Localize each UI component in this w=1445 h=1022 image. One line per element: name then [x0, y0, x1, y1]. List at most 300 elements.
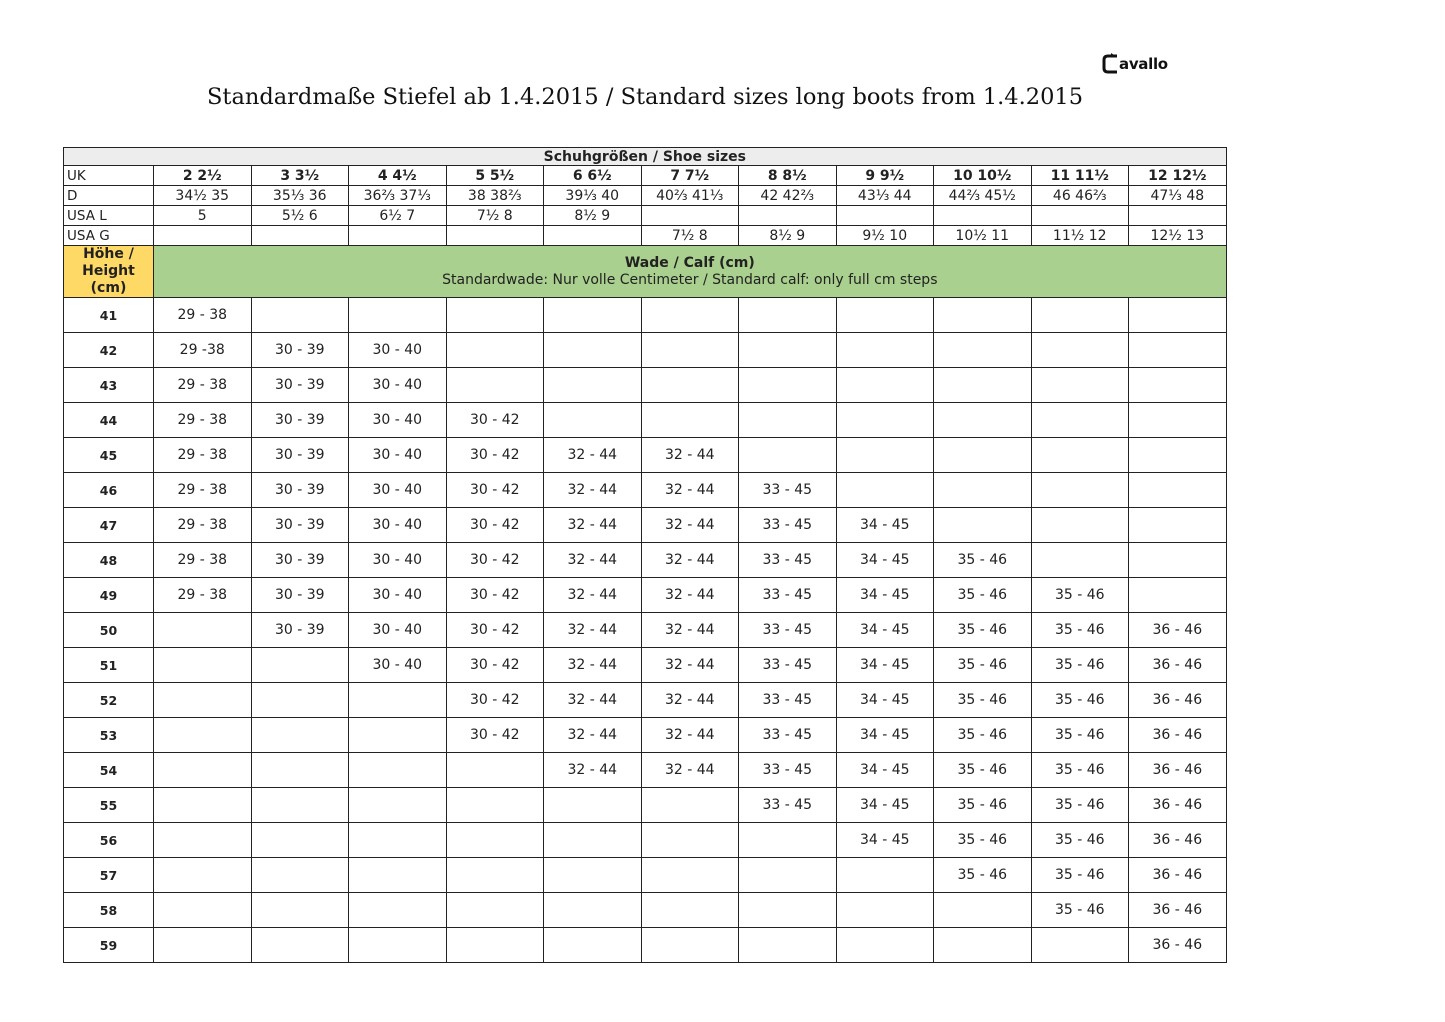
- calf-range-cell: 35 - 46: [934, 578, 1032, 613]
- calf-range-cell: [251, 718, 349, 753]
- calf-range-cell: [836, 858, 934, 893]
- calf-range-cell: 34 - 45: [836, 823, 934, 858]
- calf-range-cell: [544, 368, 642, 403]
- size-cell: 8½ 9: [544, 206, 642, 226]
- size-cell: 5½ 6: [251, 206, 349, 226]
- table-row: [64, 333, 1227, 368]
- table-row: [64, 788, 1227, 823]
- calf-range-cell: [154, 648, 252, 683]
- table-row: [64, 298, 1227, 333]
- calf-range-cell: 35 - 46: [934, 823, 1032, 858]
- calf-range-cell: 33 - 45: [739, 508, 837, 543]
- height-cell: 45: [64, 438, 154, 473]
- height-cell: 52: [64, 683, 154, 718]
- height-header-line: Höhe /: [83, 246, 134, 262]
- size-cell: 34½ 35: [154, 186, 252, 206]
- calf-range-cell: [544, 858, 642, 893]
- size-cell: [251, 226, 349, 246]
- calf-range-cell: 32 - 44: [641, 683, 739, 718]
- size-cell: 6 6½: [544, 166, 642, 186]
- size-cell: [154, 226, 252, 246]
- calf-range-cell: 30 - 42: [446, 648, 544, 683]
- height-cell: 54: [64, 753, 154, 788]
- calf-range-cell: 34 - 45: [836, 648, 934, 683]
- calf-range-cell: 30 - 39: [251, 578, 349, 613]
- calf-range-cell: 30 - 40: [349, 438, 447, 473]
- calf-range-cell: 35 - 46: [934, 543, 1032, 578]
- calf-range-cell: [154, 858, 252, 893]
- calf-range-cell: [836, 368, 934, 403]
- calf-range-cell: 29 - 38: [154, 438, 252, 473]
- calf-range-cell: [1031, 298, 1129, 333]
- height-cell: 46: [64, 473, 154, 508]
- calf-range-cell: [1129, 333, 1227, 368]
- calf-range-cell: 30 - 39: [251, 403, 349, 438]
- calf-range-cell: [1129, 403, 1227, 438]
- calf-range-cell: [349, 858, 447, 893]
- calf-range-cell: [154, 788, 252, 823]
- calf-range-cell: [836, 403, 934, 438]
- calf-range-cell: [739, 823, 837, 858]
- calf-range-cell: 34 - 45: [836, 788, 934, 823]
- size-row: [64, 166, 1227, 186]
- calf-range-cell: [1129, 298, 1227, 333]
- calf-range-cell: [446, 333, 544, 368]
- size-cell: [739, 206, 837, 226]
- calf-range-cell: 35 - 46: [1031, 788, 1129, 823]
- calf-range-cell: 36 - 46: [1129, 858, 1227, 893]
- calf-range-cell: 34 - 45: [836, 543, 934, 578]
- calf-range-cell: [836, 298, 934, 333]
- calf-range-cell: 33 - 45: [739, 683, 837, 718]
- calf-range-cell: [739, 858, 837, 893]
- calf-range-cell: [739, 438, 837, 473]
- calf-range-cell: 30 - 40: [349, 578, 447, 613]
- calf-range-cell: [1031, 368, 1129, 403]
- table-row: [64, 823, 1227, 858]
- calf-range-cell: 32 - 44: [544, 473, 642, 508]
- size-cell: [934, 206, 1032, 226]
- calf-range-cell: [934, 333, 1032, 368]
- calf-range-cell: 30 - 42: [446, 473, 544, 508]
- calf-range-cell: 30 - 42: [446, 508, 544, 543]
- calf-range-cell: 35 - 46: [934, 683, 1032, 718]
- calf-range-cell: 33 - 45: [739, 473, 837, 508]
- size-cell: 47⅓ 48: [1129, 186, 1227, 206]
- calf-range-cell: 29 - 38: [154, 368, 252, 403]
- calf-range-cell: [641, 333, 739, 368]
- calf-range-cell: [836, 893, 934, 928]
- size-cell: 36⅔ 37⅓: [349, 186, 447, 206]
- height-header-line: Height: [82, 263, 135, 279]
- calf-range-cell: 30 - 42: [446, 578, 544, 613]
- shoe-sizes-header-row: [64, 148, 1227, 166]
- calf-range-cell: 30 - 40: [349, 368, 447, 403]
- calf-range-cell: [154, 823, 252, 858]
- calf-range-cell: 35 - 46: [1031, 613, 1129, 648]
- calf-range-cell: 29 - 38: [154, 543, 252, 578]
- table-row: [64, 893, 1227, 928]
- calf-range-cell: [251, 823, 349, 858]
- calf-range-cell: [934, 893, 1032, 928]
- calf-range-cell: 30 - 40: [349, 508, 447, 543]
- size-cell: [1129, 206, 1227, 226]
- calf-range-cell: [446, 823, 544, 858]
- size-cell: [446, 226, 544, 246]
- table-row: [64, 578, 1227, 613]
- size-cell: 11 11½: [1031, 166, 1129, 186]
- calf-range-cell: 35 - 46: [1031, 718, 1129, 753]
- calf-range-cell: 32 - 44: [544, 578, 642, 613]
- calf-range-cell: [739, 893, 837, 928]
- calf-range-cell: [1129, 438, 1227, 473]
- calf-range-cell: 35 - 46: [934, 858, 1032, 893]
- calf-range-cell: 35 - 46: [1031, 683, 1129, 718]
- calf-range-cell: 29 - 38: [154, 298, 252, 333]
- calf-range-cell: 32 - 44: [641, 613, 739, 648]
- size-row-label: USA G: [64, 226, 154, 246]
- size-cell: 7½ 8: [641, 226, 739, 246]
- size-row-label: USA L: [64, 206, 154, 226]
- size-cell: 40⅔ 41⅓: [641, 186, 739, 206]
- calf-range-cell: [1129, 368, 1227, 403]
- table-row: [64, 508, 1227, 543]
- height-cell: 49: [64, 578, 154, 613]
- calf-range-cell: 35 - 46: [1031, 648, 1129, 683]
- calf-range-cell: [446, 368, 544, 403]
- size-cell: 6½ 7: [349, 206, 447, 226]
- height-cell: 43: [64, 368, 154, 403]
- calf-range-cell: [1031, 928, 1129, 963]
- calf-range-cell: [1129, 473, 1227, 508]
- calf-range-cell: 30 - 42: [446, 438, 544, 473]
- calf-range-cell: [1031, 403, 1129, 438]
- calf-range-cell: [349, 753, 447, 788]
- calf-range-cell: [544, 403, 642, 438]
- calf-range-cell: [446, 928, 544, 963]
- calf-range-cell: 35 - 46: [934, 753, 1032, 788]
- height-cell: 57: [64, 858, 154, 893]
- cavallo-logo: [1102, 53, 1168, 75]
- table-row: [64, 858, 1227, 893]
- calf-range-cell: [154, 718, 252, 753]
- calf-range-cell: 29 - 38: [154, 578, 252, 613]
- calf-range-cell: 30 - 39: [251, 368, 349, 403]
- calf-range-cell: [349, 823, 447, 858]
- calf-header-row: [64, 246, 1227, 298]
- calf-range-cell: 30 - 39: [251, 473, 349, 508]
- calf-range-cell: [544, 333, 642, 368]
- calf-range-cell: 35 - 46: [1031, 823, 1129, 858]
- size-cell: [1031, 206, 1129, 226]
- calf-range-cell: [446, 753, 544, 788]
- height-cell: 47: [64, 508, 154, 543]
- calf-range-cell: 30 - 42: [446, 613, 544, 648]
- calf-range-cell: 29 -38: [154, 333, 252, 368]
- size-cell: 10 10½: [934, 166, 1032, 186]
- height-cell: 50: [64, 613, 154, 648]
- calf-range-cell: [544, 823, 642, 858]
- size-cell: 46 46⅔: [1031, 186, 1129, 206]
- calf-range-cell: 36 - 46: [1129, 648, 1227, 683]
- calf-range-cell: [739, 368, 837, 403]
- calf-range-cell: 32 - 44: [544, 683, 642, 718]
- calf-range-cell: [349, 893, 447, 928]
- size-cell: 5 5½: [446, 166, 544, 186]
- calf-range-cell: 33 - 45: [739, 578, 837, 613]
- calf-range-cell: 32 - 44: [544, 648, 642, 683]
- calf-range-cell: 35 - 46: [1031, 858, 1129, 893]
- size-cell: 35⅓ 36: [251, 186, 349, 206]
- calf-range-cell: [739, 928, 837, 963]
- calf-range-cell: 30 - 39: [251, 333, 349, 368]
- table-row: [64, 543, 1227, 578]
- height-cell: 51: [64, 648, 154, 683]
- calf-range-cell: 33 - 45: [739, 543, 837, 578]
- calf-range-cell: 35 - 46: [934, 718, 1032, 753]
- calf-range-cell: 35 - 46: [934, 613, 1032, 648]
- calf-range-cell: 29 - 38: [154, 403, 252, 438]
- calf-range-cell: [641, 298, 739, 333]
- size-cell: 10½ 11: [934, 226, 1032, 246]
- size-cell: 12 12½: [1129, 166, 1227, 186]
- height-cell: 56: [64, 823, 154, 858]
- calf-range-cell: 30 - 40: [349, 473, 447, 508]
- calf-range-cell: [251, 298, 349, 333]
- size-cell: 8 8½: [739, 166, 837, 186]
- calf-range-cell: 30 - 42: [446, 718, 544, 753]
- table-row: [64, 683, 1227, 718]
- calf-range-cell: [739, 298, 837, 333]
- calf-range-cell: [836, 928, 934, 963]
- height-header-line: (cm): [90, 280, 127, 296]
- calf-range-cell: [641, 858, 739, 893]
- calf-range-cell: 36 - 46: [1129, 788, 1227, 823]
- size-cell: 2 2½: [154, 166, 252, 186]
- size-cell: 9½ 10: [836, 226, 934, 246]
- calf-range-cell: [251, 893, 349, 928]
- calf-range-cell: 30 - 40: [349, 333, 447, 368]
- calf-range-cell: 34 - 45: [836, 578, 934, 613]
- calf-range-cell: [641, 893, 739, 928]
- calf-range-cell: [251, 928, 349, 963]
- size-cell: [641, 206, 739, 226]
- table-row: [64, 753, 1227, 788]
- calf-range-cell: 32 - 44: [544, 543, 642, 578]
- calf-range-cell: [641, 928, 739, 963]
- calf-range-cell: [934, 473, 1032, 508]
- calf-range-cell: 34 - 45: [836, 613, 934, 648]
- calf-range-cell: 32 - 44: [641, 473, 739, 508]
- table-row: [64, 928, 1227, 963]
- height-cell: 48: [64, 543, 154, 578]
- calf-range-cell: 33 - 45: [739, 753, 837, 788]
- calf-range-cell: 35 - 46: [1031, 578, 1129, 613]
- logo-text: avallo: [1119, 55, 1168, 73]
- size-cell: 44⅔ 45½: [934, 186, 1032, 206]
- calf-range-cell: [739, 333, 837, 368]
- size-row: [64, 186, 1227, 206]
- calf-range-cell: [934, 438, 1032, 473]
- calf-range-cell: [446, 788, 544, 823]
- calf-range-cell: 32 - 44: [641, 648, 739, 683]
- table-row: [64, 403, 1227, 438]
- calf-range-cell: [154, 683, 252, 718]
- calf-range-cell: [739, 403, 837, 438]
- calf-range-cell: [934, 403, 1032, 438]
- calf-range-cell: [544, 788, 642, 823]
- size-cell: 9 9½: [836, 166, 934, 186]
- table-row: [64, 718, 1227, 753]
- size-cell: 7½ 8: [446, 206, 544, 226]
- size-cell: 42 42⅔: [739, 186, 837, 206]
- calf-range-cell: [641, 403, 739, 438]
- size-cell: [836, 206, 934, 226]
- calf-range-cell: 34 - 45: [836, 683, 934, 718]
- calf-range-cell: 30 - 39: [251, 508, 349, 543]
- calf-range-cell: [1129, 508, 1227, 543]
- calf-range-cell: [836, 333, 934, 368]
- calf-range-cell: 32 - 44: [641, 753, 739, 788]
- calf-range-cell: [544, 928, 642, 963]
- table-row: [64, 438, 1227, 473]
- height-cell: 58: [64, 893, 154, 928]
- calf-header: [154, 246, 1227, 298]
- calf-range-cell: [446, 858, 544, 893]
- size-row-label: UK: [64, 166, 154, 186]
- calf-range-cell: 32 - 44: [544, 718, 642, 753]
- calf-range-cell: 30 - 42: [446, 543, 544, 578]
- calf-range-cell: [641, 368, 739, 403]
- size-cell: 43⅓ 44: [836, 186, 934, 206]
- calf-range-cell: 29 - 38: [154, 508, 252, 543]
- calf-range-cell: [446, 298, 544, 333]
- height-cell: 53: [64, 718, 154, 753]
- height-header: [64, 246, 154, 298]
- calf-range-cell: 29 - 38: [154, 473, 252, 508]
- calf-range-cell: [349, 718, 447, 753]
- calf-range-cell: 36 - 46: [1129, 823, 1227, 858]
- calf-range-cell: 36 - 46: [1129, 893, 1227, 928]
- calf-range-cell: [154, 613, 252, 648]
- calf-range-cell: 30 - 39: [251, 438, 349, 473]
- calf-range-cell: 32 - 44: [641, 438, 739, 473]
- calf-range-cell: 30 - 40: [349, 648, 447, 683]
- calf-range-cell: [934, 508, 1032, 543]
- calf-range-cell: [251, 858, 349, 893]
- height-cell: 59: [64, 928, 154, 963]
- size-cell: 4 4½: [349, 166, 447, 186]
- calf-range-cell: [641, 788, 739, 823]
- calf-range-cell: 36 - 46: [1129, 718, 1227, 753]
- calf-range-cell: 36 - 46: [1129, 753, 1227, 788]
- calf-range-cell: [1129, 578, 1227, 613]
- calf-range-cell: 32 - 44: [544, 438, 642, 473]
- calf-range-cell: 33 - 45: [739, 788, 837, 823]
- calf-range-cell: [836, 473, 934, 508]
- calf-range-cell: 32 - 44: [641, 578, 739, 613]
- height-cell: 55: [64, 788, 154, 823]
- size-table: [63, 147, 1227, 963]
- calf-range-cell: 32 - 44: [544, 508, 642, 543]
- size-cell: [544, 226, 642, 246]
- calf-range-cell: 34 - 45: [836, 753, 934, 788]
- calf-range-cell: [934, 298, 1032, 333]
- calf-range-cell: [349, 298, 447, 333]
- calf-range-cell: [251, 753, 349, 788]
- calf-range-cell: 35 - 46: [1031, 753, 1129, 788]
- height-cell: 41: [64, 298, 154, 333]
- calf-range-cell: 36 - 46: [1129, 928, 1227, 963]
- calf-range-cell: [1031, 438, 1129, 473]
- calf-range-cell: 30 - 40: [349, 543, 447, 578]
- calf-range-cell: [349, 788, 447, 823]
- calf-range-cell: 32 - 44: [544, 753, 642, 788]
- size-cell: 11½ 12: [1031, 226, 1129, 246]
- calf-range-cell: 34 - 45: [836, 718, 934, 753]
- size-cell: 39⅓ 40: [544, 186, 642, 206]
- size-cell: 3 3½: [251, 166, 349, 186]
- calf-range-cell: [934, 368, 1032, 403]
- calf-range-cell: [446, 893, 544, 928]
- calf-range-cell: [544, 298, 642, 333]
- calf-range-cell: [1031, 508, 1129, 543]
- calf-range-cell: 33 - 45: [739, 613, 837, 648]
- calf-range-cell: [154, 753, 252, 788]
- page-title: Standardmaße Stiefel ab 1.4.2015 / Standard sizes long boots from 1.4.2015: [206, 84, 1084, 110]
- size-row-label: D: [64, 186, 154, 206]
- table-row: [64, 473, 1227, 508]
- calf-range-cell: [934, 928, 1032, 963]
- calf-range-cell: [349, 928, 447, 963]
- calf-range-cell: 34 - 45: [836, 508, 934, 543]
- calf-range-cell: [1129, 543, 1227, 578]
- calf-range-cell: 30 - 42: [446, 403, 544, 438]
- calf-range-cell: [251, 788, 349, 823]
- calf-header-title: Wade / Calf (cm): [624, 254, 755, 271]
- height-cell: 44: [64, 403, 154, 438]
- shoe-sizes-header: Schuhgrößen / Shoe sizes: [64, 148, 1227, 166]
- calf-range-cell: [1031, 473, 1129, 508]
- size-cell: 5: [154, 206, 252, 226]
- calf-range-cell: [349, 683, 447, 718]
- table-row: [64, 368, 1227, 403]
- calf-range-cell: 30 - 42: [446, 683, 544, 718]
- size-row: [64, 226, 1227, 246]
- calf-range-cell: 32 - 44: [641, 508, 739, 543]
- calf-range-cell: 33 - 45: [739, 648, 837, 683]
- size-row: [64, 206, 1227, 226]
- calf-range-cell: 33 - 45: [739, 718, 837, 753]
- table-row: [64, 648, 1227, 683]
- calf-range-cell: 32 - 44: [641, 543, 739, 578]
- calf-range-cell: 32 - 44: [544, 613, 642, 648]
- calf-range-cell: [251, 683, 349, 718]
- size-cell: 7 7½: [641, 166, 739, 186]
- calf-range-cell: 32 - 44: [641, 718, 739, 753]
- calf-range-cell: [836, 438, 934, 473]
- calf-range-cell: [1031, 543, 1129, 578]
- calf-range-cell: [251, 648, 349, 683]
- calf-range-cell: [1031, 333, 1129, 368]
- size-cell: [349, 226, 447, 246]
- calf-range-cell: 30 - 40: [349, 613, 447, 648]
- calf-range-cell: 35 - 46: [934, 648, 1032, 683]
- size-cell: 8½ 9: [739, 226, 837, 246]
- calf-range-cell: 30 - 39: [251, 543, 349, 578]
- table-row: [64, 613, 1227, 648]
- calf-range-cell: 35 - 46: [934, 788, 1032, 823]
